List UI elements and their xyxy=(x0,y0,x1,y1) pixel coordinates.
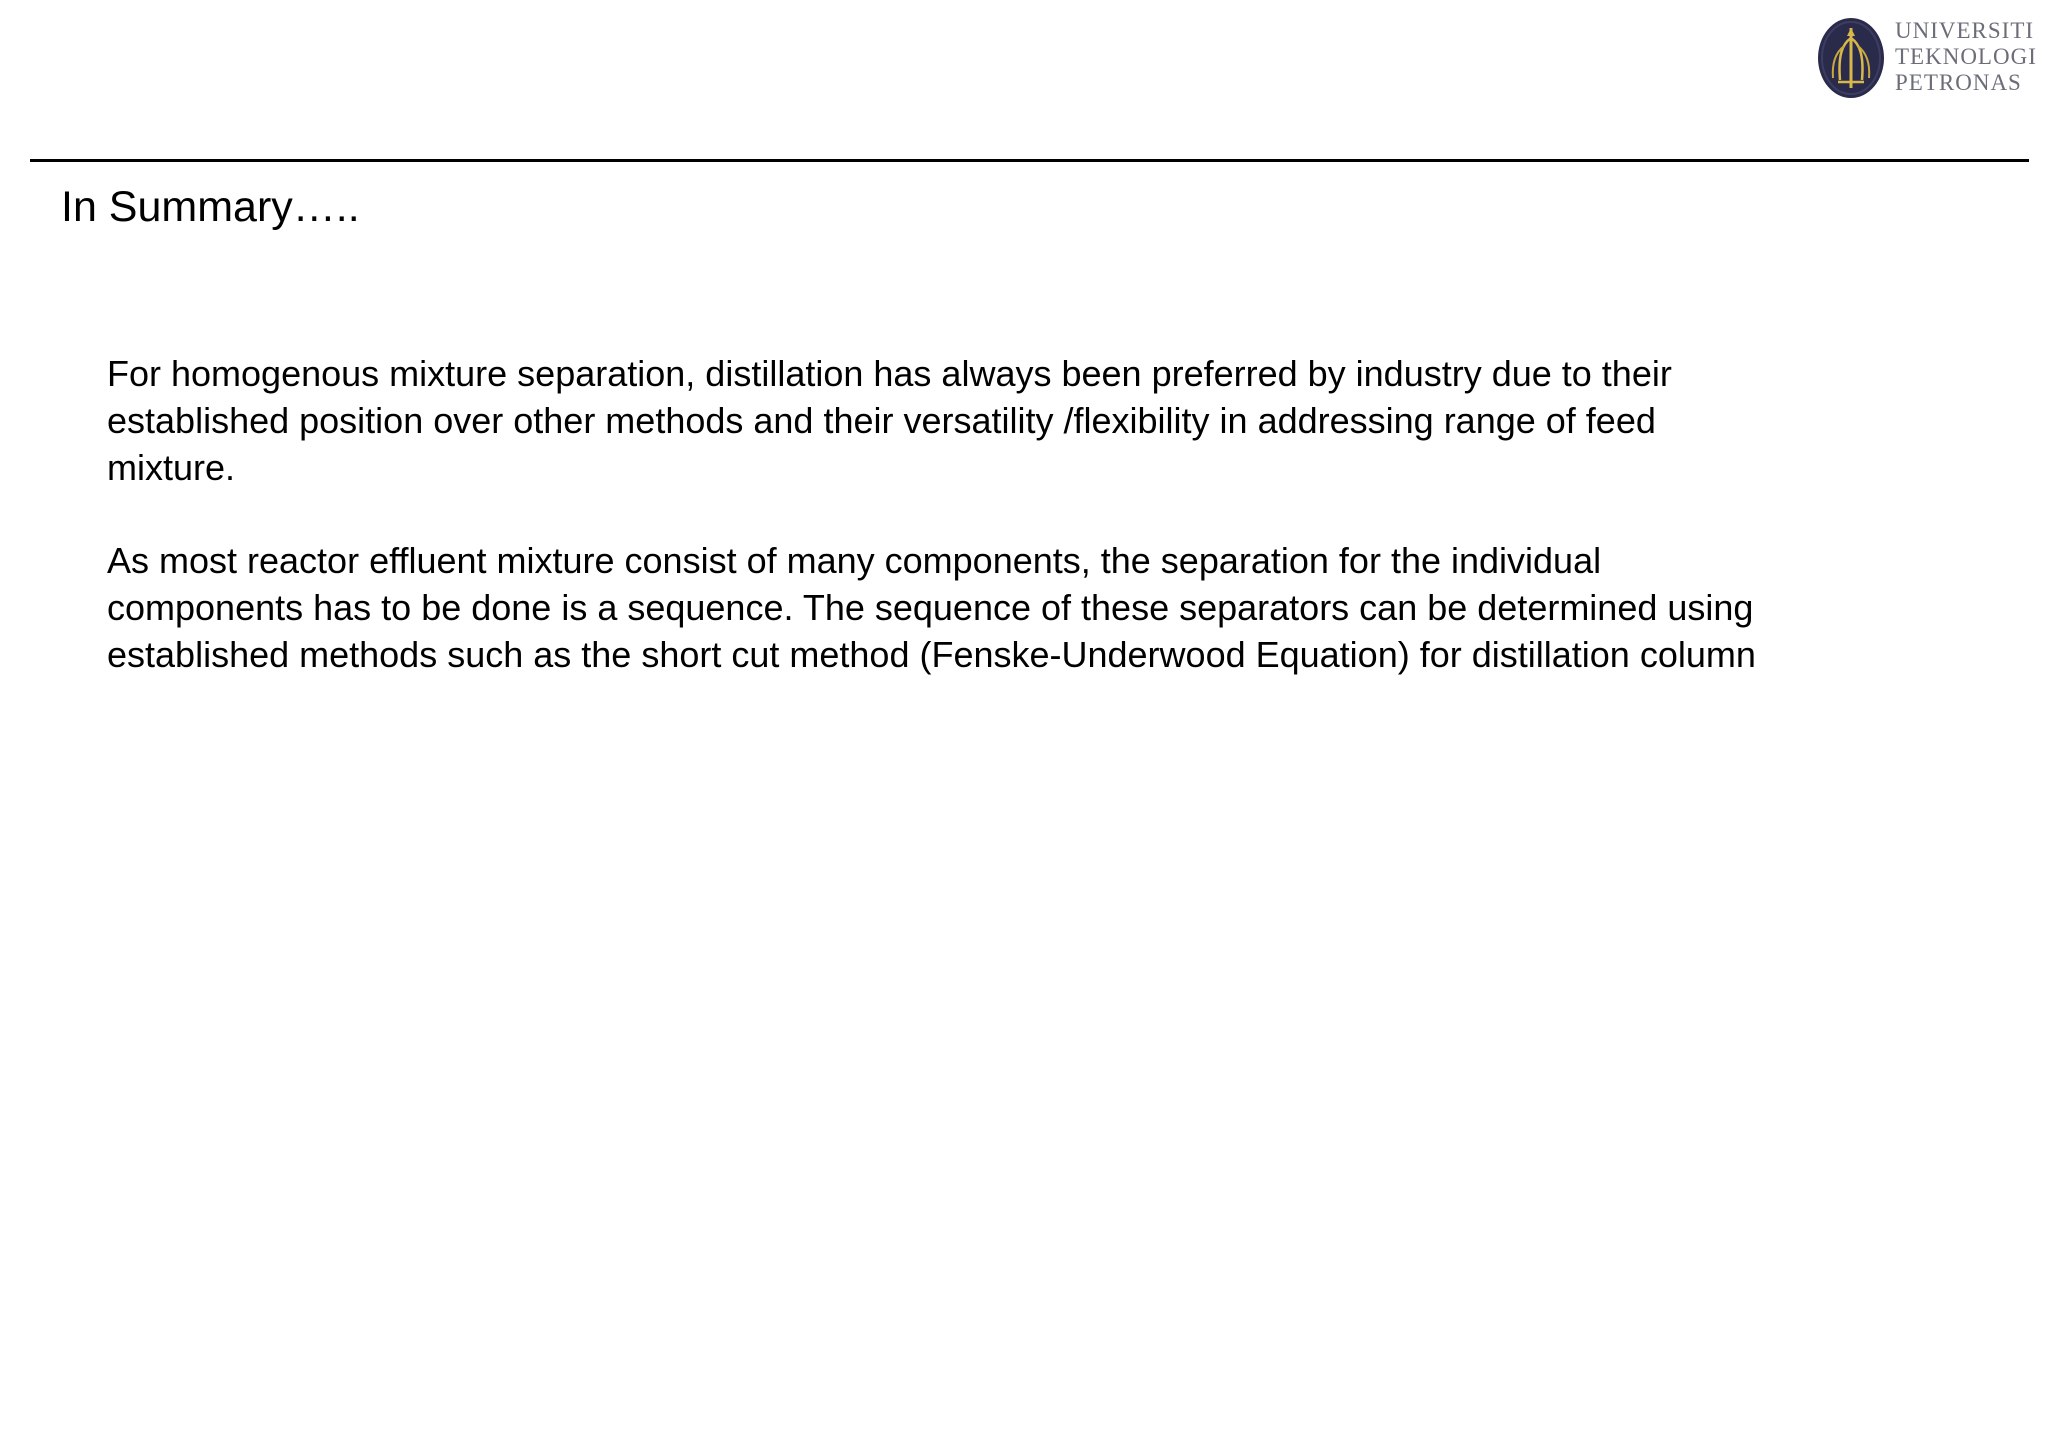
paragraph-line: As most reactor effluent mixture consist of many components, the separation for the individual xyxy=(107,540,1602,581)
university-logo xyxy=(1810,12,2036,102)
utp-emblem-icon xyxy=(1814,16,1888,100)
paragraph-line: established methods such as the short cut method (Fenske-Underwood Equation) for distillation column xyxy=(107,634,1756,675)
slide-title: In Summary….. xyxy=(61,183,360,231)
paragraph-line: established position over other methods and their versatility /flexibility in addressing range of feed xyxy=(107,400,1656,441)
paragraph-separation-sequence xyxy=(107,537,2007,678)
paragraph-line: For homogenous mixture separation, distillation has always been preferred by industry due to their xyxy=(107,353,1672,394)
slide-body xyxy=(107,350,2007,678)
paragraph-distillation-preference xyxy=(107,350,2007,491)
paragraph-line: components has to be done is a sequence. The sequence of these separators can be determined using xyxy=(107,587,1754,628)
logo-wordmark xyxy=(1895,18,2035,96)
logo-line-1: UNIVERSITI xyxy=(1895,18,2035,43)
paragraph-line: mixture. xyxy=(107,447,236,488)
logo-line-3: PETRONAS xyxy=(1895,70,2022,95)
header-divider xyxy=(30,159,2029,162)
logo-line-2: TEKNOLOGI xyxy=(1895,44,2037,69)
